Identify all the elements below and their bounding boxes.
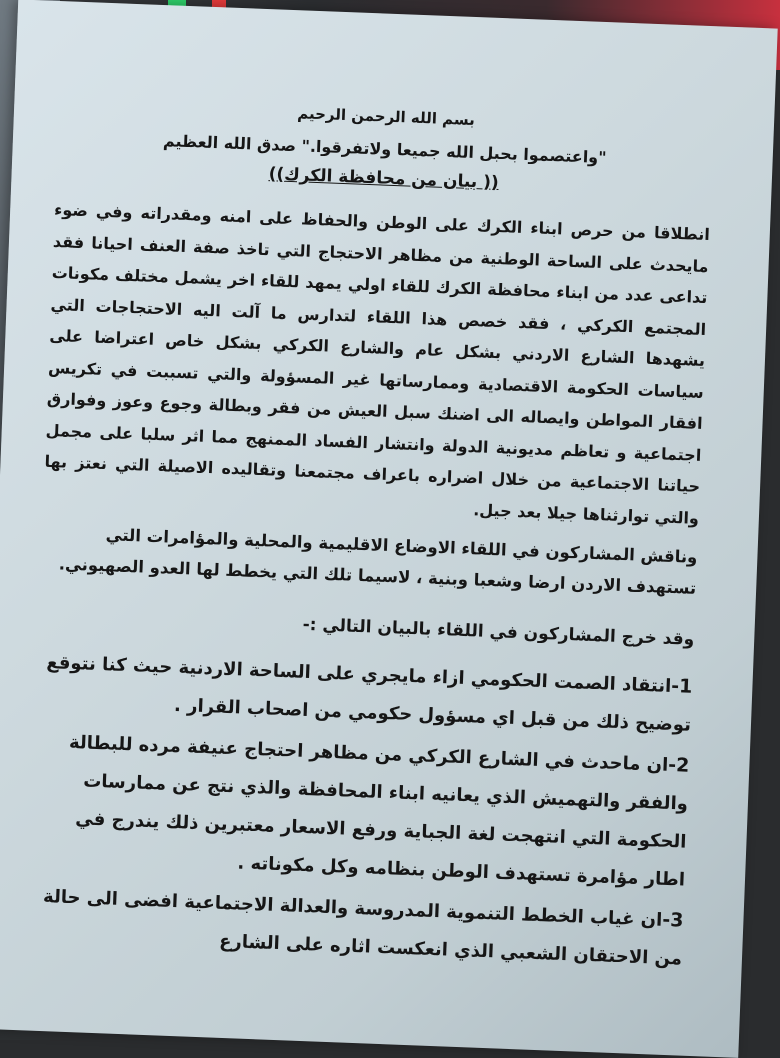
paragraph-discussion: وناقش المشاركون في اللقاء الاوضاع الاقليمية والمحلية والمؤامرات التي تستهدف الاردن ارضا وشعبا وبنية ، لاسيما تلك التي يخطط لها العدو الصهيوني. [58,525,698,598]
list-item-number: 3- [661,908,684,932]
statement-heading-text: (( بيان من محافظة الكرك)) [268,164,500,193]
paragraph-intro: انطلاقا من حرص ابناء الكرك على الوطن والحفاظ على امنه ومقدراته وفي ضوء مايحدث على الساحة الوطنية من مظاهر الاحتجاج التي تاخذ صفة العنف احيانا فقد تداعى عدد من ابناء محافظة الكرك للقاء اولي يمهد للقاء اخر يشمل مختلف مكونات المجتمع الكركي ، فقد خصص هذا اللقاء لتدارس ما آلت اليه الاحتجاجات التي يشهدها الشارع الاردني بشكل عام والشارع الكركي بشكل خاص اعتراضا على سياسات الحكومة الاقتصادية وممارساتها غير المسؤولة والتي تسببت في تكريس افقار المواطن وايصاله الى اضنك سبل العيش من فقر وبطالة وجوع وعوز وفوارق اجتماعية و تعاظم مديونية الدولة وانتشار الفساد الممنهج مما اثر سلبا على مجمل حياتنا الاجتماعية من خلال اضراره باعراف مجتمعنا وتقاليده الاصيلة التي نعتز بها والتي توارثناها جيلا بعد جيل. [44,199,711,528]
list-item-number: 2- [667,753,690,777]
document-body [26,95,715,981]
basmala: بسم الله الرحمن الرحيم [296,104,476,130]
quran-verse: "واعتصموا بحبل الله جميعا ولاتفرقوا." صدق الله العظيم [162,131,607,168]
list-item-number: 1- [670,674,693,698]
paragraph-outcome: وقد خرج المشاركون في اللقاء بالبيان التالي :- [302,614,695,650]
list-item-text: انتقاد الصمت الحكومي ازاء مايجري على الساحة الاردنية حيث كنا نتوقع توضيح ذلك من قبل اي مسؤول حكومي من اصحاب القرار . [46,651,692,736]
list-item-text: ان ماحدث في الشارع الكركي من مظاهر احتجاج عنيفة مرده للبطالة والفقر والتهميش الذي يعانيه ابناء المحافظة والذي نتج عن ممارسات الحكومة التي انتهجت لغة الجباية ورفع الاسعار معتبرين ذلك يندرج في اطار مؤامرة تستهدف الوطن بنظامه وكل مكوناته . [68,731,689,891]
list-item-text: ان غياب الخطط التنموية المدروسة والعدالة الاجتماعية افضى الى حالة من الاحتقان الشعبي الذي انعكست اثاره على الشارع [42,886,683,970]
list-item-2 [29,722,690,900]
